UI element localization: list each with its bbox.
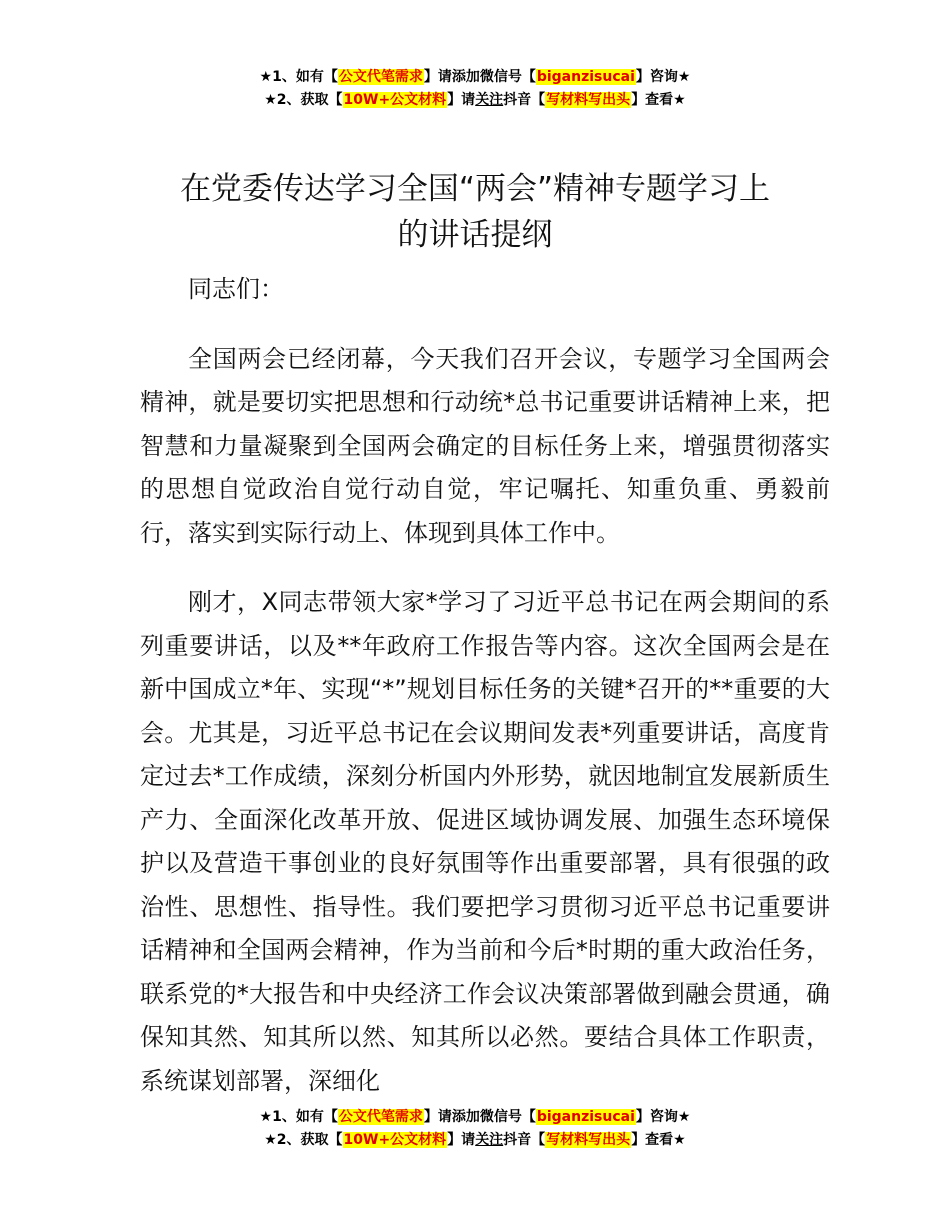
banner-text: ★1、如有【 xyxy=(259,69,338,85)
banner-line-2 xyxy=(0,1129,950,1152)
highlight-wechat-id: biganzisucai xyxy=(536,1109,635,1125)
banner-text: 】请 xyxy=(447,92,476,108)
banner-text: 】请 xyxy=(447,1132,476,1148)
banner-text: 】咨询★ xyxy=(635,69,691,85)
banner-line-1 xyxy=(0,66,950,89)
highlight-wechat-id: biganzisucai xyxy=(536,69,635,85)
paragraph: 全国两会已经闭幕，今天我们召开会议，专题学习全国两会精神，就是要切实把思想和行动统*总书记重要讲话精神上来，把智慧和力量凝聚到全国两会确定的目标任务上来，增强贯彻落实的思想自觉政治自觉行动自觉，牢记嘱托、知重负重、勇毅前行，落实到实际行动上、体现到具体工作中。 xyxy=(140,344,830,547)
highlight-service: 公文代笔需求 xyxy=(338,69,423,85)
banner-text: 】请添加微信号【 xyxy=(423,69,536,85)
banner-text: 】查看★ xyxy=(631,1132,686,1148)
banner-text: 抖音【 xyxy=(503,1132,546,1148)
greeting: 同志们： xyxy=(188,275,284,303)
banner-underlined-text: 关注 xyxy=(475,92,504,108)
document-title xyxy=(90,166,860,258)
banner-text: 】请添加微信号【 xyxy=(423,1109,536,1125)
highlight-account: 写材料写出头 xyxy=(546,92,631,108)
highlight-materials: 10W+公文材料 xyxy=(343,92,447,108)
banner-text: 】查看★ xyxy=(631,92,686,108)
banner-text: 】咨询★ xyxy=(635,1109,691,1125)
title-line-2: 的讲话提纲 xyxy=(397,217,553,253)
header-banner xyxy=(0,66,950,112)
highlight-account: 写材料写出头 xyxy=(546,1132,631,1148)
banner-text: ★2、获取【 xyxy=(264,1132,343,1148)
paragraph: 刚才，X同志带领大家*学习了习近平总书记在两会期间的系列重要讲话，以及**年政府工作报告等内容。这次全国两会是在新中国成立*年、实现“*”规划目标任务的关键*召开的**重要的大会。尤其是，习近平总书记在会议期间发表*列重要讲话，高度肯定过去*工作成绩，深刻分析国内外形势，就因地制宜发展新质生产力、全面深化改革开放、促进区域协调发展、加强生态环境保护以及营造干事创业的良好氛围等作出重要部署，具有很强的政治性、思想性、指导性。我们要把学习贯彻习近平总书记重要讲话精神和全国两会精神，作为当前和今后*时期的重大政治任务，联系党的*大报告和中央经济工作会议决策部署做到融会贯通，确保知其然、知其所以然、知其所以必然。要结合具体工作职责，系统谋划部署，深细化 xyxy=(140,588,830,1095)
banner-underlined-text: 关注 xyxy=(475,1132,504,1148)
banner-line-1 xyxy=(0,1106,950,1129)
footer-banner xyxy=(0,1106,950,1152)
highlight-service: 公文代笔需求 xyxy=(338,1109,423,1125)
document-body xyxy=(140,268,830,1111)
banner-text: ★2、获取【 xyxy=(264,92,343,108)
banner-text: 抖音【 xyxy=(503,92,546,108)
banner-line-2 xyxy=(0,89,950,112)
highlight-materials: 10W+公文材料 xyxy=(343,1132,447,1148)
banner-text: ★1、如有【 xyxy=(259,1109,338,1125)
title-line-1: 在党委传达学习全国“两会”精神专题学习上 xyxy=(179,171,771,207)
